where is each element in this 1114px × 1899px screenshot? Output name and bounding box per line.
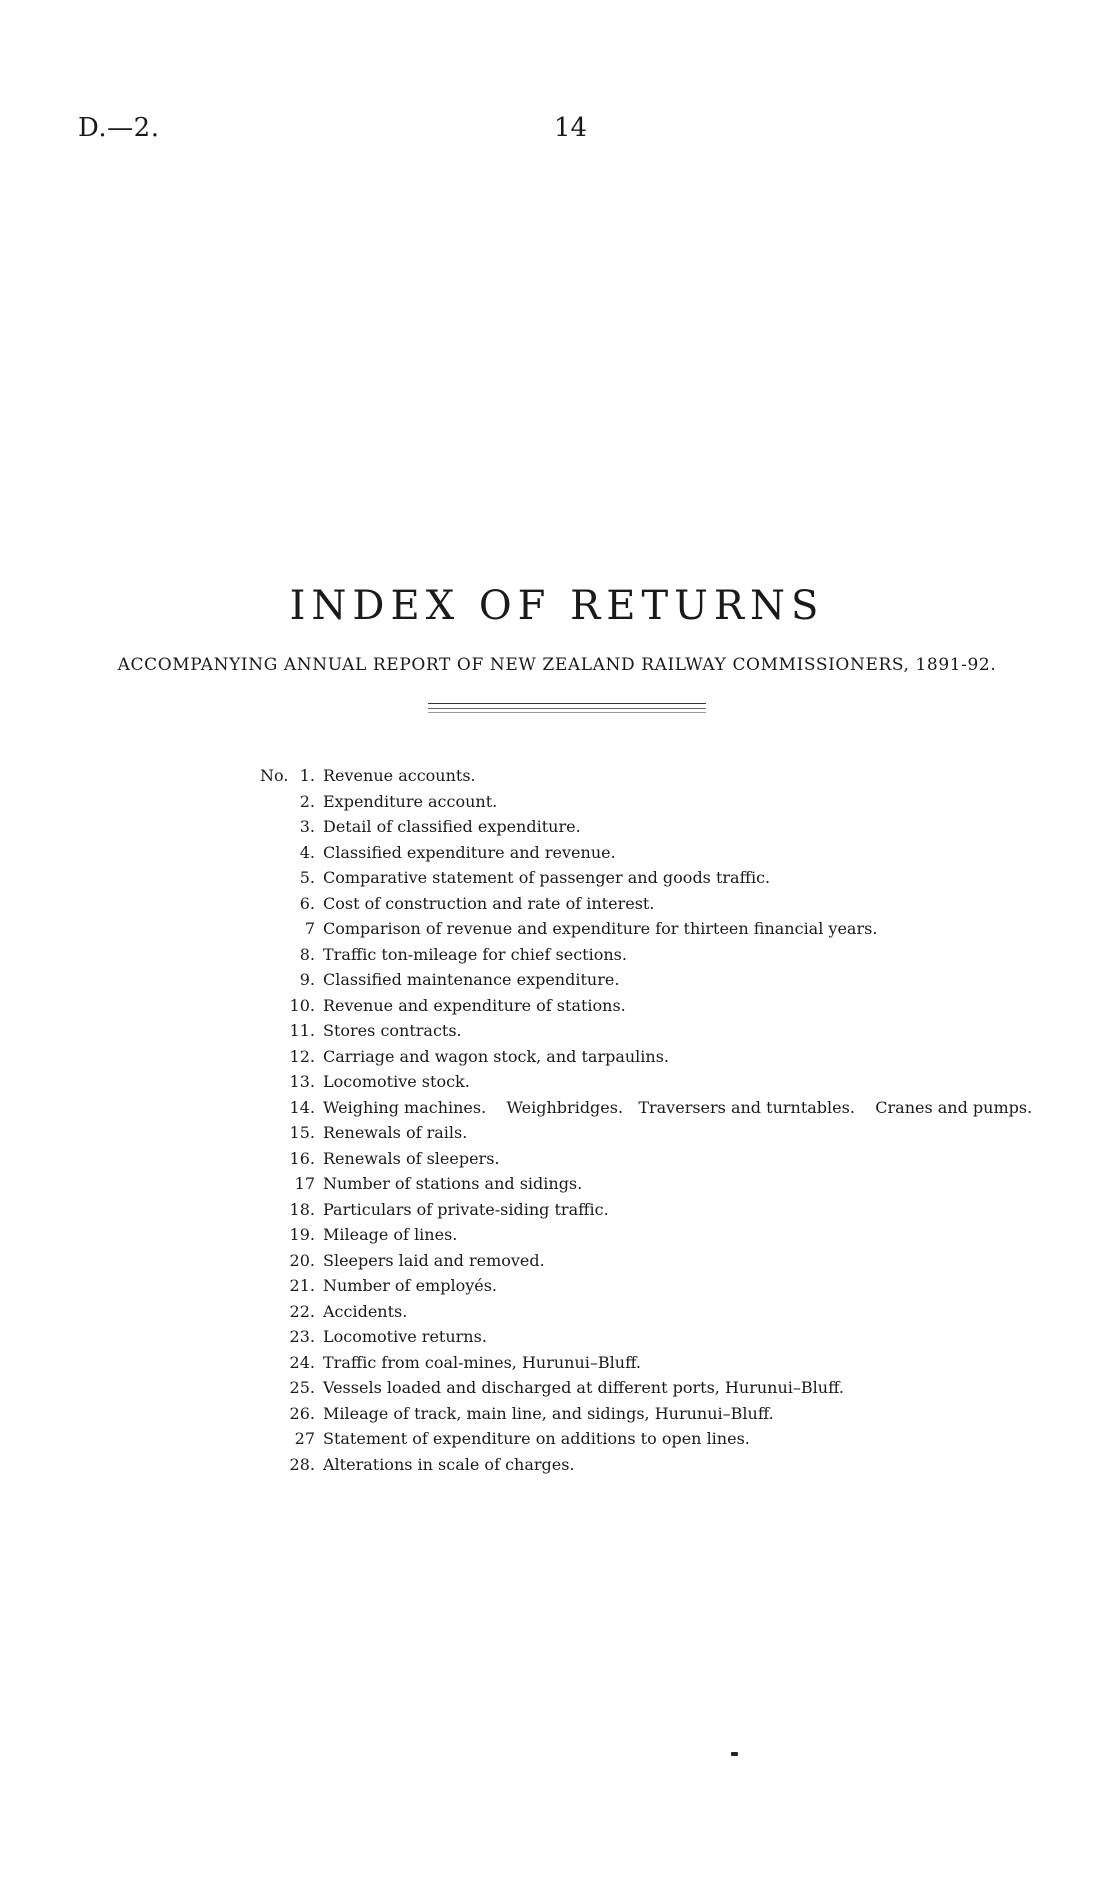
return-item	[285, 945, 1032, 971]
return-number: 15.	[289, 1123, 315, 1142]
return-title: Statement of expenditure on additions to open lines.	[323, 1429, 750, 1448]
return-title: Revenue and expenditure of stations.	[323, 995, 626, 1015]
return-number: 22.	[289, 1301, 315, 1321]
return-number: 10.	[289, 995, 315, 1015]
title-divider	[428, 703, 706, 704]
return-item	[285, 1149, 1032, 1175]
return-number: 27	[294, 1429, 315, 1448]
return-number: 3.	[299, 817, 315, 836]
title-divider	[428, 708, 706, 709]
page-title: INDEX OF RETURNS	[289, 583, 825, 629]
return-number: 26.	[289, 1403, 315, 1423]
return-number: 13.	[289, 1072, 315, 1091]
return-number: 16.	[289, 1148, 315, 1168]
return-item	[285, 1353, 1032, 1379]
return-title: Renewals of rails.	[323, 1123, 468, 1142]
return-title: Carriage and wagon stock, and tarpaulins.	[323, 1046, 670, 1066]
return-number: 25.	[289, 1378, 315, 1397]
return-item	[285, 1429, 1032, 1455]
return-title: Vessels loaded and discharged at different ports, Hurunui–Bluff.	[323, 1378, 844, 1397]
return-number: 12.	[289, 1046, 315, 1066]
return-item	[285, 1174, 1032, 1200]
return-title: Classified maintenance expenditure.	[323, 970, 620, 989]
return-title: Comparative statement of passenger and goods traffic.	[323, 868, 771, 887]
return-number: 19.	[289, 1225, 315, 1244]
return-title: Accidents.	[323, 1301, 408, 1321]
return-title: Number of employés.	[323, 1276, 497, 1295]
document-reference: D.—2.	[78, 113, 160, 143]
return-item	[285, 1276, 1032, 1302]
return-number: 14.	[289, 1097, 315, 1117]
return-item	[285, 1302, 1032, 1328]
return-number: 21.	[289, 1276, 315, 1295]
return-item	[285, 1327, 1032, 1353]
return-title: Mileage of track, main line, and sidings, Hurunui–Bluff.	[323, 1403, 774, 1423]
return-title: Sleepers laid and removed.	[323, 1250, 545, 1270]
return-item	[285, 843, 1032, 869]
return-number: 5.	[299, 868, 315, 887]
return-title: Alterations in scale of charges.	[323, 1454, 575, 1474]
return-item	[285, 766, 1032, 792]
page-subtitle: ACCOMPANYING ANNUAL REPORT OF NEW ZEALAND RAILWAY COMMISSIONERS, 1891-92.	[117, 655, 997, 675]
returns-list	[285, 766, 1032, 1480]
return-title: Classified expenditure and revenue.	[323, 842, 616, 862]
page-number: 14	[554, 113, 588, 143]
return-item	[285, 1072, 1032, 1098]
return-title: Particulars of private-siding traffic.	[323, 1199, 609, 1219]
return-item	[285, 1455, 1032, 1481]
return-number: 8.	[299, 944, 315, 964]
return-item	[285, 868, 1032, 894]
return-item	[285, 1123, 1032, 1149]
return-title: Renewals of sleepers.	[323, 1148, 500, 1168]
return-title: Weighing machines. Weighbridges. Traversers and turntables. Cranes and pumps.	[323, 1097, 1033, 1117]
return-item	[285, 970, 1032, 996]
return-item	[285, 1098, 1032, 1124]
return-item	[285, 919, 1032, 945]
return-item	[285, 1047, 1032, 1073]
return-number: 6.	[299, 893, 315, 913]
return-number: 23.	[289, 1327, 315, 1346]
title-divider	[428, 712, 706, 713]
return-item	[285, 1225, 1032, 1251]
return-title: Locomotive stock.	[323, 1072, 470, 1091]
ink-mark	[731, 1752, 738, 1756]
return-number: 17	[294, 1174, 315, 1193]
return-title: Mileage of lines.	[323, 1225, 458, 1244]
return-item	[285, 1200, 1032, 1226]
return-title: Comparison of revenue and expenditure for thirteen financial years.	[323, 919, 878, 938]
return-number: 1.	[299, 766, 315, 785]
return-title: Expenditure account.	[323, 791, 498, 811]
return-item	[285, 894, 1032, 920]
return-title: Number of stations and sidings.	[323, 1174, 583, 1193]
return-title: Traffic from coal-mines, Hurunui–Bluff.	[323, 1352, 641, 1372]
return-item	[285, 817, 1032, 843]
return-title: Locomotive returns.	[323, 1327, 487, 1346]
return-title: Stores contracts.	[323, 1021, 462, 1040]
return-number: 9.	[299, 970, 315, 989]
return-title: Revenue accounts.	[323, 766, 476, 785]
return-item	[285, 1251, 1032, 1277]
return-item	[285, 1378, 1032, 1404]
returns-number-label: No.	[260, 766, 289, 785]
return-number: 20.	[289, 1250, 315, 1270]
return-number: 4.	[299, 842, 315, 862]
return-title: Cost of construction and rate of interest.	[323, 893, 655, 913]
return-number: 18.	[289, 1199, 315, 1219]
return-number: 2.	[299, 791, 315, 811]
return-number: 7	[304, 919, 315, 938]
return-number: 24.	[289, 1352, 315, 1372]
return-title: Traffic ton-mileage for chief sections.	[323, 944, 627, 964]
return-item	[285, 996, 1032, 1022]
return-item	[285, 1021, 1032, 1047]
return-number: 28.	[289, 1454, 315, 1474]
return-item	[285, 792, 1032, 818]
return-item	[285, 1404, 1032, 1430]
return-number: 11.	[289, 1021, 315, 1040]
return-title: Detail of classified expenditure.	[323, 817, 581, 836]
